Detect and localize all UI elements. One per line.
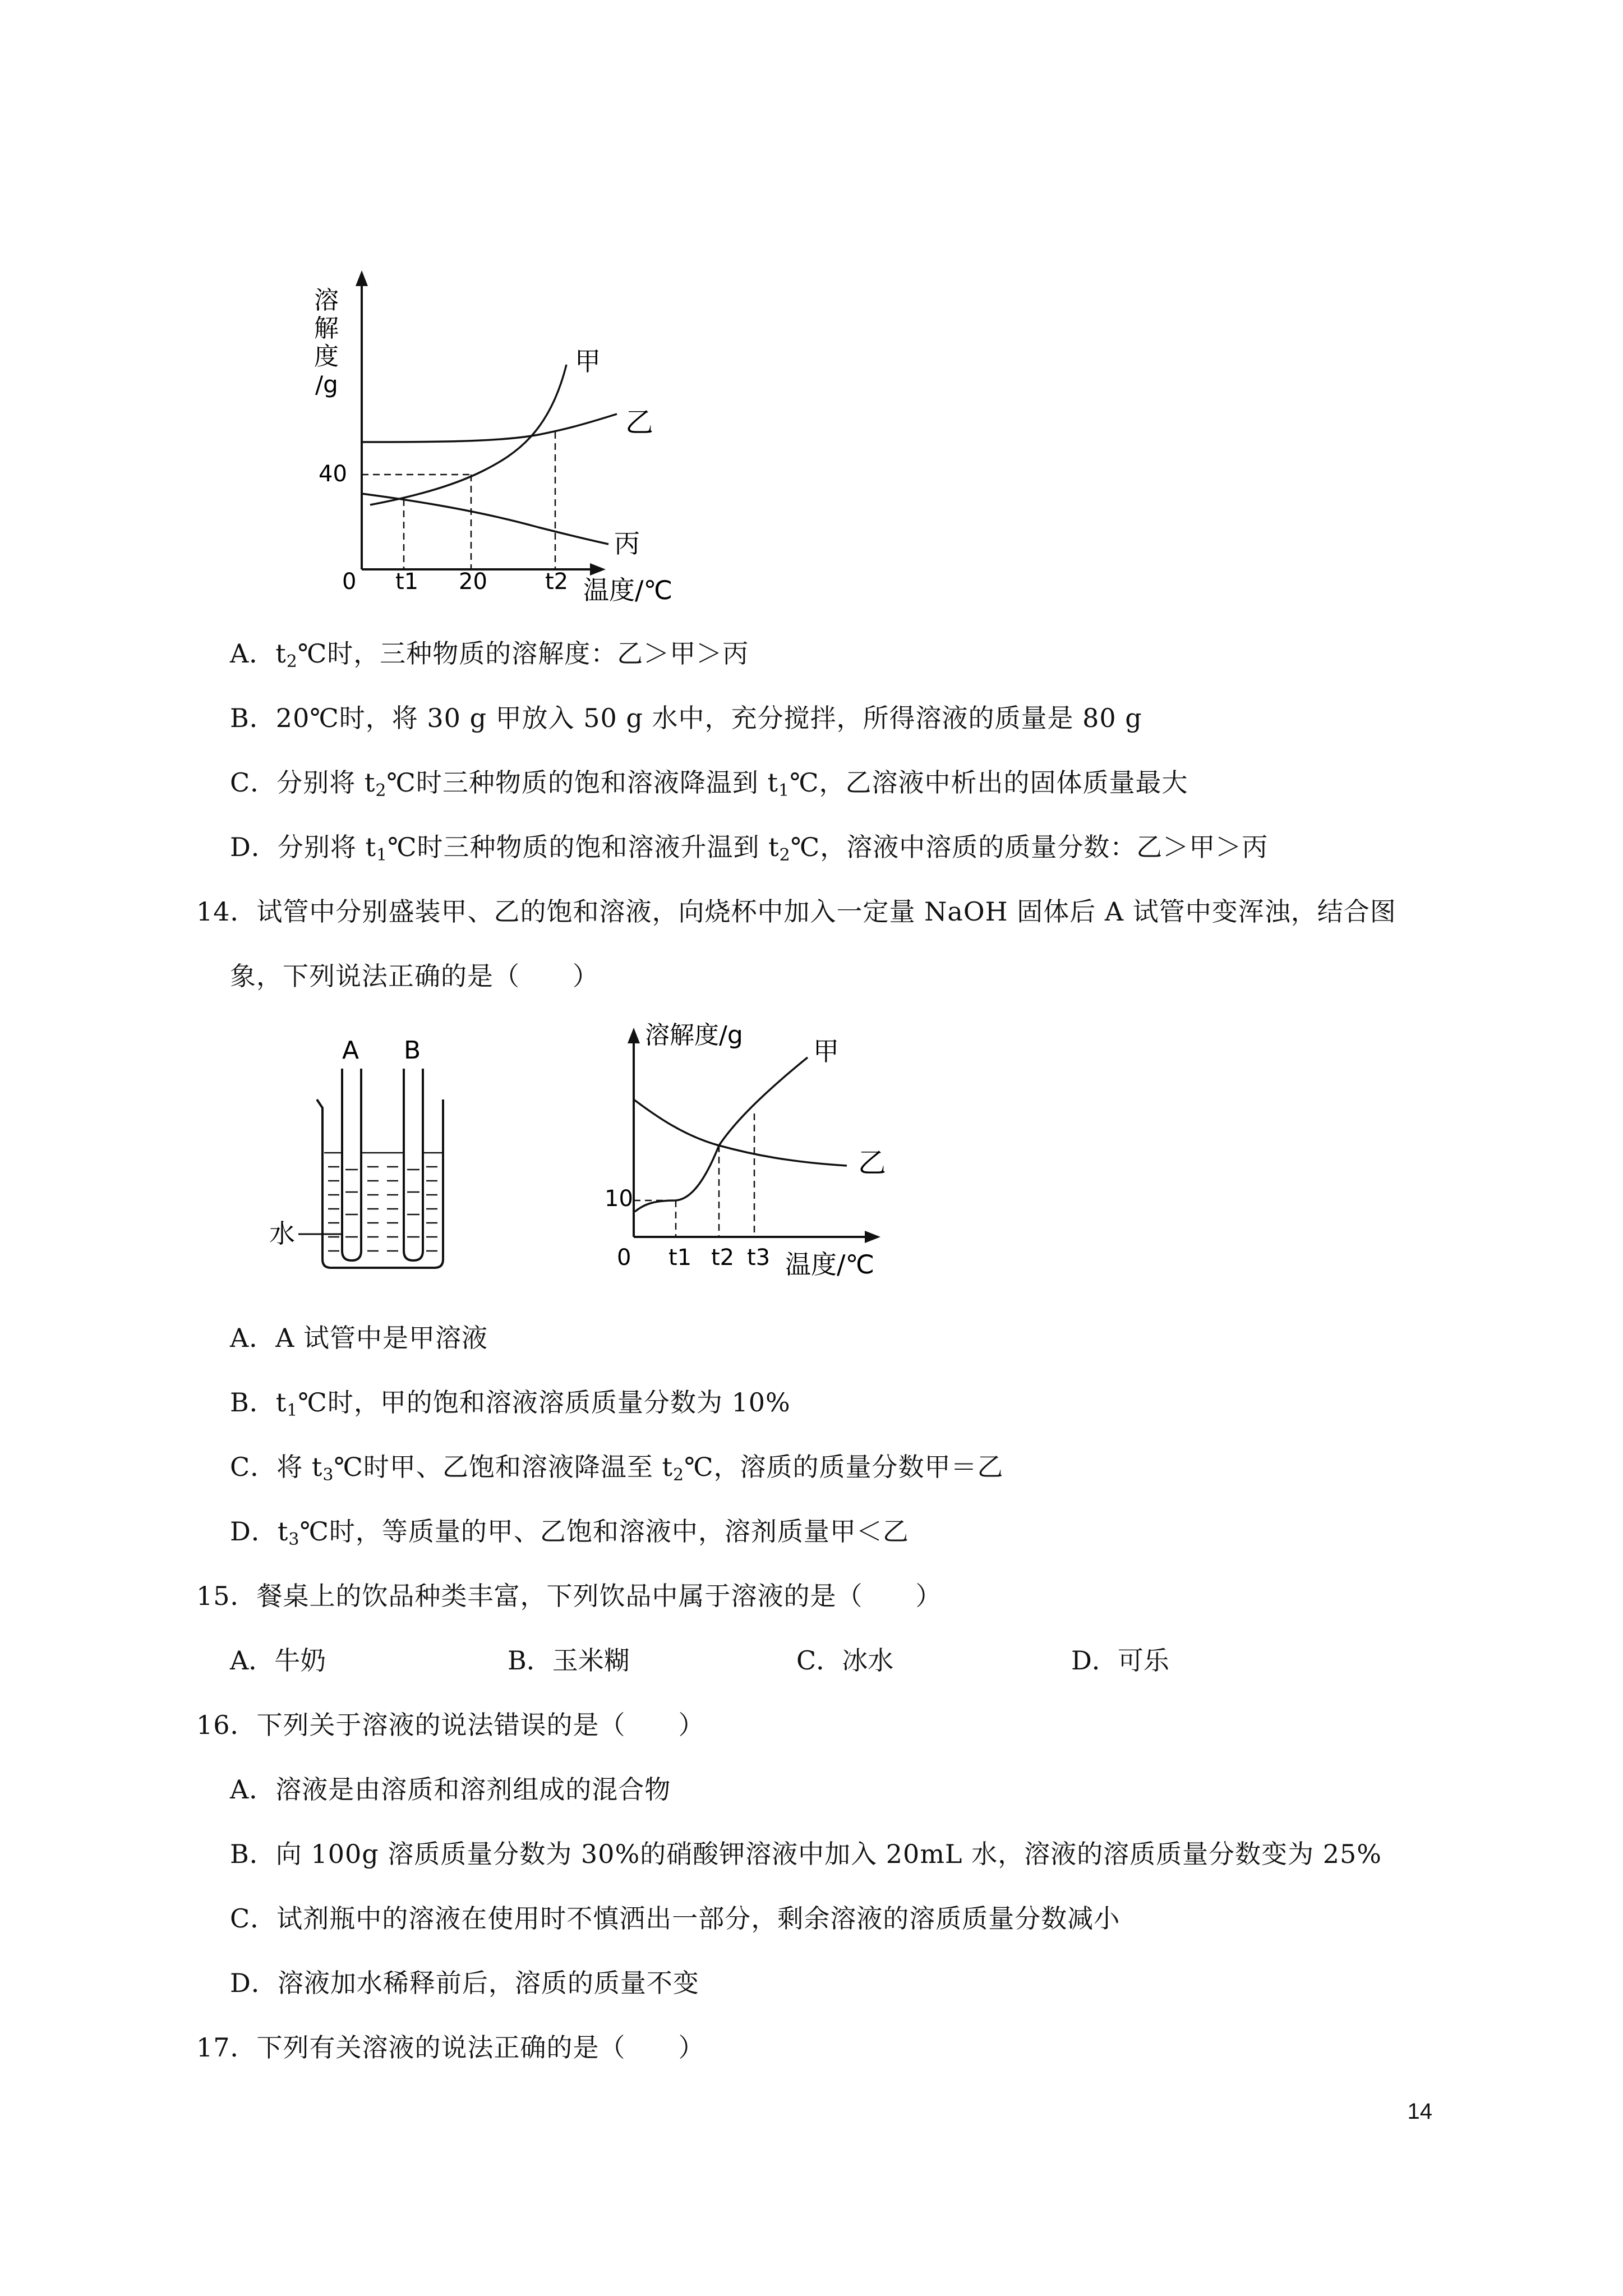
q15-stem: 15．餐桌上的饮品种类丰富，下列饮品中属于溶液的是（ ） (196, 1581, 942, 1611)
y-axis-arrow (356, 270, 368, 286)
x-tick-t1: t1 (395, 569, 419, 595)
curve-bing (362, 494, 608, 544)
water-label: 水 (269, 1218, 295, 1249)
x-tick-t2: t2 (711, 1245, 735, 1271)
q17-stem: 17．下列有关溶液的说法正确的是（ ） (196, 2032, 705, 2063)
q16-option-c: C．试剂瓶中的溶液在使用时不慎洒出一部分，剩余溶液的溶质质量分数减小 (230, 1903, 1121, 1934)
q14-option-a: A．A 试管中是甲溶液 (230, 1323, 488, 1353)
x-tick-0: 0 (617, 1245, 631, 1271)
q15-option-b: B．玉米糊 (508, 1645, 630, 1676)
beaker-figure (264, 1029, 465, 1276)
x-label: 温度/℃ (785, 1249, 875, 1280)
q14-option-d: D．$t_3℃$时，等质量的甲、乙饱和溶液中，溶剂质量甲＜乙 (230, 1516, 909, 1549)
q13-option-c: C．分别将 $t_2℃$时三种物质的饱和溶液降温到 $t_1℃$，乙溶液中析出的固体质量最大 (230, 767, 1188, 800)
x-tick-20: 20 (459, 569, 487, 595)
curve-jia (635, 1057, 808, 1212)
test-tube-b (404, 1069, 423, 1260)
label-yi: 乙 (625, 406, 653, 439)
q16-option-d: D．溶液加水稀释前后，溶质的质量不变 (230, 1968, 699, 1998)
beaker (317, 1099, 443, 1268)
q14-stem-line2: 象，下列说法正确的是（ ） (230, 961, 599, 991)
label-jia: 甲 (575, 346, 601, 376)
q15-option-c: C．冰水 (796, 1645, 894, 1676)
y-tick-40: 40 (319, 461, 347, 487)
solubility-chart-2 (578, 1015, 925, 1307)
tube-a-label: A (342, 1036, 359, 1065)
y-label-char-3: 度 (314, 342, 339, 371)
q14-option-b: B．$t_1℃$时，甲的饱和溶液溶质质量分数为 10% (230, 1387, 791, 1420)
label-yi: 乙 (858, 1147, 886, 1179)
q15-option-d: D．可乐 (1071, 1645, 1169, 1676)
y-label: 溶解度/g (645, 1021, 743, 1050)
x-tick-t3: t3 (747, 1245, 771, 1271)
x-axis-arrow (590, 563, 606, 576)
q13-option-d: D．分别将 $t_1℃$时三种物质的饱和溶液升温到 $t_2℃$，溶液中溶质的质量分数：乙＞甲＞丙 (230, 832, 1269, 865)
y-axis-arrow (628, 1028, 640, 1043)
q13-option-a: A．$t_2℃$时，三种物质的溶解度：乙＞甲＞丙 (230, 638, 749, 671)
x-tick-t1: t1 (668, 1245, 692, 1271)
x-axis-arrow (865, 1231, 880, 1243)
page-number: 14 (1407, 2099, 1432, 2124)
tube-b-label: B (404, 1036, 421, 1065)
curve-yi (362, 414, 617, 442)
q16-option-a: A．溶液是由溶质和溶剂组成的混合物 (230, 1774, 671, 1805)
x-tick-0: 0 (342, 569, 357, 595)
test-tube-a (342, 1069, 361, 1260)
q16-option-b: B．向 100g 溶质质量分数为 30%的硝酸钾溶液中加入 20mL 水，溶液的溶质质量分数变为 25% (230, 1839, 1382, 1869)
label-bing: 丙 (614, 528, 640, 559)
q15-option-a: A．牛奶 (230, 1645, 326, 1676)
q14-option-c: C．将 $t_3℃$时甲、乙饱和溶液降温至 $t_2℃$，溶质的质量分数甲＝乙 (230, 1452, 1004, 1485)
q14-stem-line1: 14．试管中分别盛装甲、乙的饱和溶液，向烧杯中加入一定量 NaOH 固体后 A 试管中变浑浊，结合图 (196, 896, 1396, 927)
solubility-chart-1 (303, 264, 729, 611)
y-tick-10: 10 (605, 1186, 633, 1212)
y-label-char-2: 解 (314, 314, 339, 343)
x-tick-t2: t2 (545, 569, 569, 595)
y-label-unit: /g (315, 371, 338, 398)
q13-option-b: B．20℃时，将 30 g 甲放入 50 g 水中，充分搅拌，所得溶液的质量是 80 g (230, 703, 1142, 733)
x-label: 温度/℃ (583, 575, 673, 605)
y-label-char-1: 溶 (314, 286, 339, 315)
label-jia: 甲 (813, 1036, 839, 1066)
curve-yi (634, 1099, 847, 1166)
q16-stem: 16．下列关于溶液的说法错误的是（ ） (196, 1710, 705, 1740)
